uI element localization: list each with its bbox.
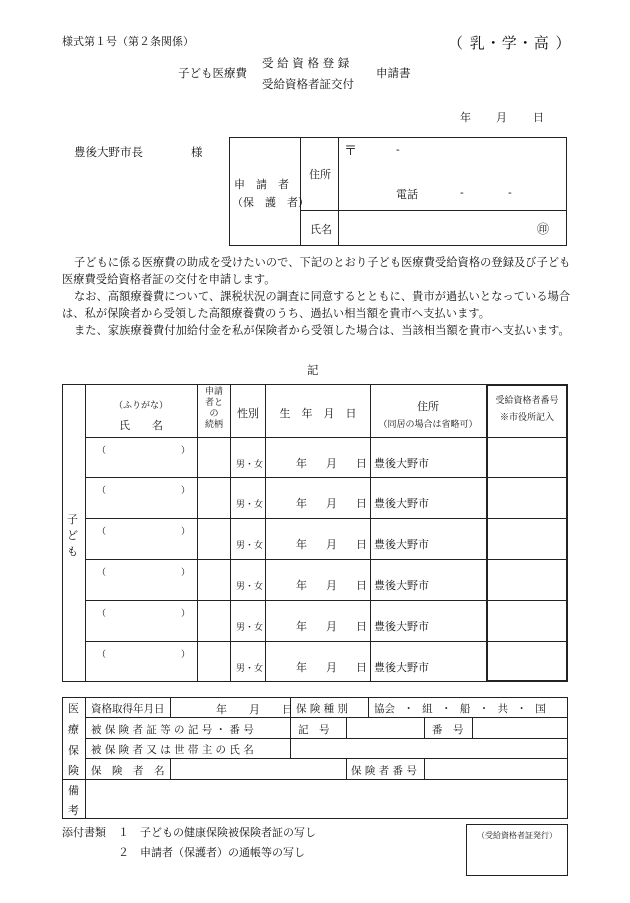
date-day: 日 — [533, 111, 544, 124]
row-birth-month: 月 — [326, 497, 337, 510]
body-p1-line2: 医療費受給資格者証の交付を申請します。 — [62, 273, 276, 286]
address-field[interactable] — [340, 160, 562, 180]
row-birth-month: 月 — [326, 661, 337, 674]
acq-month: 月 — [249, 703, 260, 716]
row-sex: 男・女 — [236, 500, 264, 510]
phone-label: 電話 — [396, 188, 418, 201]
row-furigana-close: ） — [181, 486, 191, 496]
row-sex: 男・女 — [236, 582, 264, 592]
acq-date-label: 資格取得年月日 — [91, 703, 165, 715]
ki-label: 記 — [307, 363, 319, 377]
row-sex: 男・女 — [236, 541, 264, 551]
row-name-field[interactable] — [88, 578, 194, 596]
row-birth-day: 日 — [356, 497, 367, 510]
row-birth-year: 年 — [296, 457, 307, 470]
remarks-side-1: 備 — [68, 784, 79, 797]
row-furigana-open: （ — [97, 568, 107, 578]
number-label: 番 号 — [432, 724, 464, 736]
phone-dash-2: - — [508, 186, 512, 199]
row-furigana-close: ） — [181, 650, 191, 660]
row-sex: 男・女 — [236, 664, 264, 674]
header-name: 氏 名 — [119, 419, 163, 432]
row-city: 豊後大野市 — [374, 497, 429, 510]
date-month: 月 — [496, 111, 507, 124]
header-relation: 申請 者と の 続柄 — [204, 387, 223, 430]
ins-type-options[interactable]: 協会 ・ 組 ・ 船 ・ 共 ・ 国 — [374, 703, 546, 715]
insurance-side-4: 険 — [68, 764, 79, 777]
title-right: 申請書 — [376, 66, 411, 80]
row-name-field[interactable] — [88, 619, 194, 637]
insurer-label: 保 険 者 名 — [91, 765, 165, 777]
row-birth-year: 年 — [296, 497, 307, 510]
head-name-label: 被 保 険 者 又 は 世 帯 主 の 氏 名 — [91, 744, 254, 756]
row-furigana-open: （ — [97, 446, 107, 456]
guardian-label: （保 護 者） — [232, 196, 309, 209]
phone-dash-1: - — [460, 186, 464, 199]
cert-symbol-number-label: 被 保 険 者 証 等 の 記 号 ・ 番 号 — [91, 724, 254, 736]
row-name-field[interactable] — [88, 537, 194, 555]
seal-mark: ㊞ — [537, 222, 550, 236]
row-birth-year: 年 — [296, 661, 307, 674]
header-address-note: （同居の場合は省略可） — [378, 420, 478, 430]
row-furigana-open: （ — [97, 486, 107, 496]
row-birth-day: 日 — [356, 457, 367, 470]
row-birth-day: 日 — [356, 538, 367, 551]
addressee-sama: 様 — [191, 145, 203, 159]
row-name-field[interactable] — [88, 496, 194, 514]
addressee: 豊後大野市長 — [74, 145, 143, 159]
row-furigana-close: ） — [181, 568, 191, 578]
row-birth-day: 日 — [356, 579, 367, 592]
symbol-label: 記 号 — [298, 724, 330, 736]
row-birth-month: 月 — [326, 538, 337, 551]
address-label: 住所 — [309, 168, 331, 181]
attachment-item-1: １ 子どもの健康保険被保険者証の写し — [118, 826, 316, 839]
header-cert-number: 受給資格者番号 — [495, 396, 559, 406]
body-p1-line1: 子どもに係る医療費の助成を受けたいので、下記のとおり子ども医療費受給資格の登録及び子ども — [74, 256, 571, 269]
applicant-label: 申 請 者 — [234, 178, 289, 191]
title-issue: 受給資格者証交付 — [262, 77, 354, 91]
row-city: 豊後大野市 — [374, 538, 429, 551]
insurance-side-2: 療 — [68, 723, 79, 736]
postal-dash: - — [396, 143, 400, 156]
insurance-side-1: 医 — [68, 702, 79, 715]
row-birth-year: 年 — [296, 538, 307, 551]
row-sex: 男・女 — [236, 460, 264, 470]
cert-number-column — [486, 384, 568, 682]
row-city: 豊後大野市 — [374, 457, 429, 470]
row-furigana-close: ） — [181, 609, 191, 619]
body-p3-line1: また、家族療養費付加給付金を私が保険者から受領した場合は、当該相当額を貴市へ支払います。 — [74, 324, 570, 337]
row-birth-day: 日 — [356, 620, 367, 633]
body-p2-line2: は、私が保険者から受領した高額療養費のうち、過払い相当額を貴市へ支払います。 — [62, 307, 491, 320]
attachments-label: 添付書類 — [62, 826, 106, 839]
row-birth-day: 日 — [356, 661, 367, 674]
header-address: 住所 — [417, 400, 439, 413]
row-furigana-open: （ — [97, 609, 107, 619]
attachment-item-2: ２ 申請者（保護者）の通帳等の写し — [118, 846, 305, 859]
row-name-field[interactable] — [88, 456, 194, 474]
date-year: 年 — [460, 111, 471, 124]
ins-type-label: 保 険 種 別 — [296, 703, 349, 715]
children-side-label: 子ども — [67, 513, 78, 558]
insurance-side-3: 保 — [68, 744, 79, 757]
acq-year: 年 — [216, 703, 227, 716]
acq-day: 日 — [282, 703, 293, 716]
row-furigana-open: （ — [97, 527, 107, 537]
form-number: 様式第１号（第２条関係） — [62, 35, 194, 48]
row-city: 豊後大野市 — [374, 579, 429, 592]
body-p2-line1: なお、高額療養費について、課税状況の調査に同意するとともに、貴市が過払いとなっている場合 — [74, 290, 571, 303]
row-city: 豊後大野市 — [374, 620, 429, 633]
postal-mark: 〒 — [344, 144, 358, 159]
row-name-field[interactable] — [88, 660, 194, 678]
row-furigana-open: （ — [97, 650, 107, 660]
row-birth-year: 年 — [296, 620, 307, 633]
row-birth-month: 月 — [326, 457, 337, 470]
title-register: 受 給 資 格 登 録 — [262, 56, 350, 70]
category-label: （ 乳・学・高 ） — [448, 34, 572, 52]
row-furigana-close: ） — [181, 446, 191, 456]
insurer-number-label: 保 険 者 番 号 — [351, 765, 417, 777]
row-birth-year: 年 — [296, 579, 307, 592]
row-sex: 男・女 — [236, 623, 264, 633]
row-birth-month: 月 — [326, 579, 337, 592]
header-birthdate: 生 年 月 日 — [279, 407, 357, 420]
row-birth-month: 月 — [326, 620, 337, 633]
name-field[interactable] — [340, 214, 530, 240]
title-left: 子ども医療費 — [178, 66, 247, 80]
row-furigana-close: ） — [181, 527, 191, 537]
header-sex: 性別 — [237, 407, 259, 420]
name-label: 氏名 — [310, 223, 332, 236]
header-cert-note: ※市役所記入 — [499, 413, 554, 423]
header-furigana: （ふりがな） — [113, 401, 168, 411]
row-city: 豊後大野市 — [374, 661, 429, 674]
issued-label: （受給資格者証発行） — [477, 831, 557, 840]
remarks-side-2: 考 — [68, 804, 79, 817]
